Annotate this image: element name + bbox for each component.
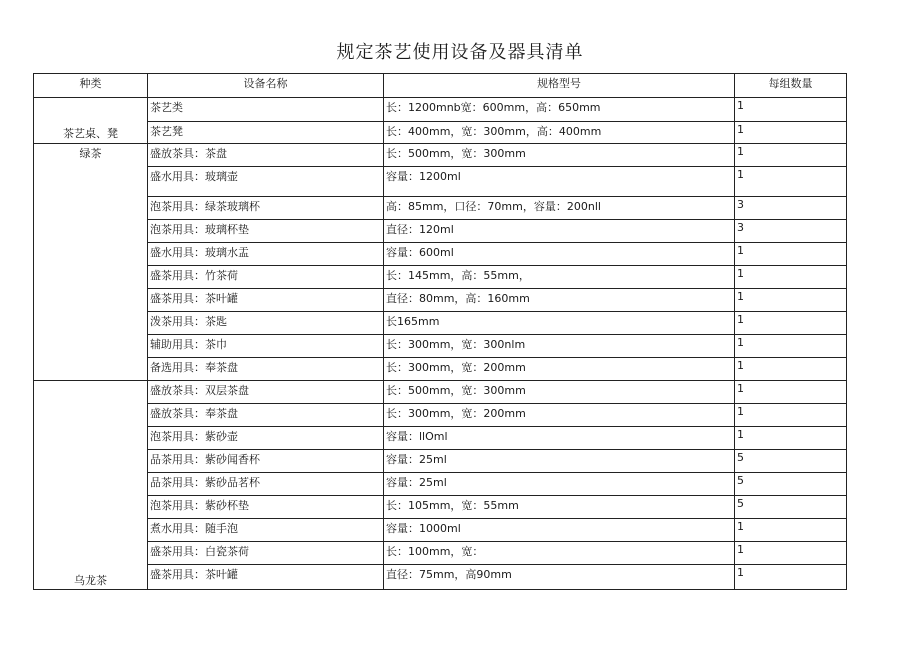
spec-cell: 高：85mm，口径：70mm，容量：200nll [384, 197, 735, 220]
table-row [34, 266, 847, 289]
spec-cell: 长：100mm，宽： [384, 542, 735, 565]
table-row [34, 335, 847, 358]
spec-cell: 长：400mm，宽：300mm，高：400mm [384, 122, 735, 144]
header-equipment-name: 设备名称 [148, 74, 384, 98]
equipment-name: 盛茶用具：茶叶罐 [148, 289, 384, 312]
quantity-cell: 1 [735, 289, 847, 312]
table-row [34, 427, 847, 450]
table-row [34, 358, 847, 381]
equipment-name: 盛茶用具：竹茶荷 [148, 266, 384, 289]
quantity-cell: 3 [735, 197, 847, 220]
header-spec: 规格型号 [384, 74, 735, 98]
spec-cell: 长：105mm，宽：55mm [384, 496, 735, 519]
quantity-cell: 1 [735, 404, 847, 427]
equipment-name: 泡茶用具：紫砂杯垫 [148, 496, 384, 519]
quantity-cell: 1 [735, 542, 847, 565]
spec-cell: 长：300mm，宽：200mm [384, 404, 735, 427]
table-row [34, 220, 847, 243]
category-cell: 绿茶 [34, 144, 148, 381]
quantity-cell: 5 [735, 450, 847, 473]
spec-cell: 容量：1000ml [384, 519, 735, 542]
quantity-cell: 1 [735, 427, 847, 450]
quantity-cell: 5 [735, 496, 847, 519]
equipment-name: 煮水用具：随手泡 [148, 519, 384, 542]
quantity-cell: 1 [735, 122, 847, 144]
equipment-name: 品茶用具：紫砂闻香杯 [148, 450, 384, 473]
page-title: 规定茶艺使用设备及器具清单 [336, 42, 584, 63]
table-header-row [34, 74, 847, 98]
quantity-cell: 1 [735, 312, 847, 335]
header-category: 种类 [34, 74, 148, 98]
table-row [34, 496, 847, 519]
table-row [34, 450, 847, 473]
spec-cell: 长：500mm，宽：300mm [384, 381, 735, 404]
equipment-name: 泡茶用具：紫砂壶 [148, 427, 384, 450]
quantity-cell: 1 [735, 381, 847, 404]
category-cell: 茶艺桌、凳 [34, 98, 148, 144]
equipment-name: 盛水用具：玻璃壶 [148, 167, 384, 197]
equipment-name: 盛水用具：玻璃水盂 [148, 243, 384, 266]
table-row [34, 473, 847, 496]
spec-cell: 长：1200mnb宽：600mm，高：650mm [384, 98, 735, 122]
spec-cell: 直径：75mm，高90mm [384, 565, 735, 590]
quantity-cell: 3 [735, 220, 847, 243]
quantity-cell: 1 [735, 98, 847, 122]
equipment-name: 盛放茶具：双层茶盘 [148, 381, 384, 404]
category-cell: 乌龙茶 [34, 381, 148, 590]
table-row [34, 243, 847, 266]
quantity-cell: 1 [735, 243, 847, 266]
quantity-cell: 1 [735, 358, 847, 381]
equipment-name: 盛放茶具：奉茶盘 [148, 404, 384, 427]
table-row [34, 565, 847, 590]
spec-cell: 长165mm [384, 312, 735, 335]
table-row [34, 289, 847, 312]
equipment-name: 泼茶用具：茶匙 [148, 312, 384, 335]
spec-cell: 容量：600ml [384, 243, 735, 266]
spec-cell: 长：500mm，宽：300mm [384, 144, 735, 167]
table-row [34, 197, 847, 220]
quantity-cell: 1 [735, 167, 847, 197]
equipment-name: 备选用具：奉茶盘 [148, 358, 384, 381]
equipment-name: 泡茶用具：玻璃杯垫 [148, 220, 384, 243]
table-row [34, 122, 847, 144]
table-row [34, 98, 847, 122]
quantity-cell: 5 [735, 473, 847, 496]
equipment-name: 品茶用具：紫砂品茗杯 [148, 473, 384, 496]
equipment-name: 辅助用具：茶巾 [148, 335, 384, 358]
table-row [34, 519, 847, 542]
header-quantity: 每组数量 [735, 74, 847, 98]
spec-cell: 容量：llOml [384, 427, 735, 450]
equipment-table [33, 73, 847, 590]
equipment-name: 茶艺凳 [148, 122, 384, 144]
table-row [34, 542, 847, 565]
table-row [34, 144, 847, 167]
quantity-cell: 1 [735, 266, 847, 289]
spec-cell: 直径：80mm，高：160mm [384, 289, 735, 312]
equipment-name: 泡茶用具：绿茶玻璃杯 [148, 197, 384, 220]
table-row [34, 404, 847, 427]
spec-cell: 容量：1200ml [384, 167, 735, 197]
quantity-cell: 1 [735, 565, 847, 590]
spec-cell: 长：145mm，高：55mm， [384, 266, 735, 289]
table-row [34, 312, 847, 335]
quantity-cell: 1 [735, 519, 847, 542]
spec-cell: 直径：120ml [384, 220, 735, 243]
equipment-name: 茶艺类 [148, 98, 384, 122]
spec-cell: 容量：25ml [384, 473, 735, 496]
equipment-name: 盛茶用具：茶叶罐 [148, 565, 384, 590]
spec-cell: 长：300mm，宽：200mm [384, 358, 735, 381]
table-row [34, 167, 847, 197]
spec-cell: 长：300mm，宽：300nlm [384, 335, 735, 358]
table-row [34, 381, 847, 404]
equipment-name: 盛放茶具：茶盘 [148, 144, 384, 167]
spec-cell: 容量：25ml [384, 450, 735, 473]
quantity-cell: 1 [735, 144, 847, 167]
quantity-cell: 1 [735, 335, 847, 358]
equipment-name: 盛茶用具：白瓷茶荷 [148, 542, 384, 565]
